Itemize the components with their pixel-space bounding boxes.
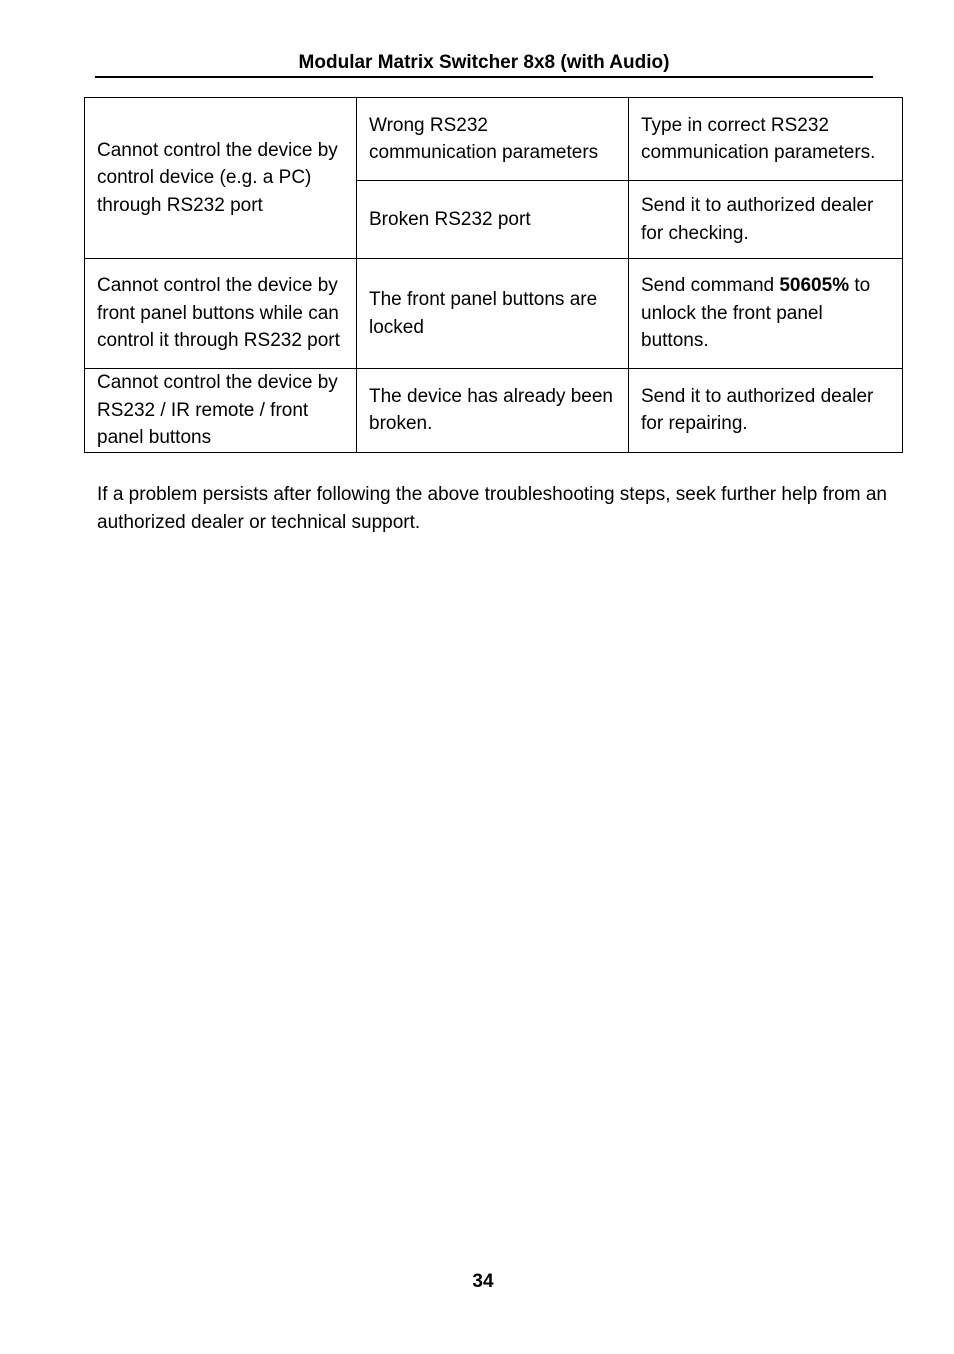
cause-cell: The front panel buttons are locked (357, 259, 629, 369)
problem-cell: Cannot control the device by front panel buttons while can control it through RS232 port (85, 259, 357, 369)
page-number: 34 (472, 1271, 494, 1292)
cause-cell: Wrong RS232 communication parameters (357, 98, 629, 181)
solution-suffix: to unlock the front panel buttons. (641, 275, 871, 352)
page-header-title: Modular Matrix Switcher 8x8 (with Audio) (298, 52, 670, 73)
unlock-command: 50605% (779, 275, 850, 297)
solution-cell: Send it to authorized dealer for checking. (629, 181, 903, 259)
solution-prefix: Send command (641, 275, 775, 297)
cause-cell: The device has already been broken. (357, 369, 629, 453)
table-row (85, 259, 903, 369)
solution-cell: Type in correct RS232 communication parameters. (629, 98, 903, 181)
table-row (85, 369, 903, 453)
solution-cell: Send it to authorized dealer for repairing. (629, 369, 903, 453)
support-note: If a problem persists after following the above troubleshooting steps, seek further help from an authorized dealer or technical support. (97, 484, 887, 533)
problem-cell: Cannot control the device by RS232 / IR remote / front panel buttons (85, 369, 357, 453)
troubleshooting-table (84, 97, 903, 453)
header-divider (95, 76, 873, 78)
solution-cell (629, 259, 903, 369)
cause-cell: Broken RS232 port (357, 181, 629, 259)
problem-cell: Cannot control the device by control device (e.g. a PC) through RS232 port (85, 98, 357, 259)
table-row (85, 98, 903, 181)
